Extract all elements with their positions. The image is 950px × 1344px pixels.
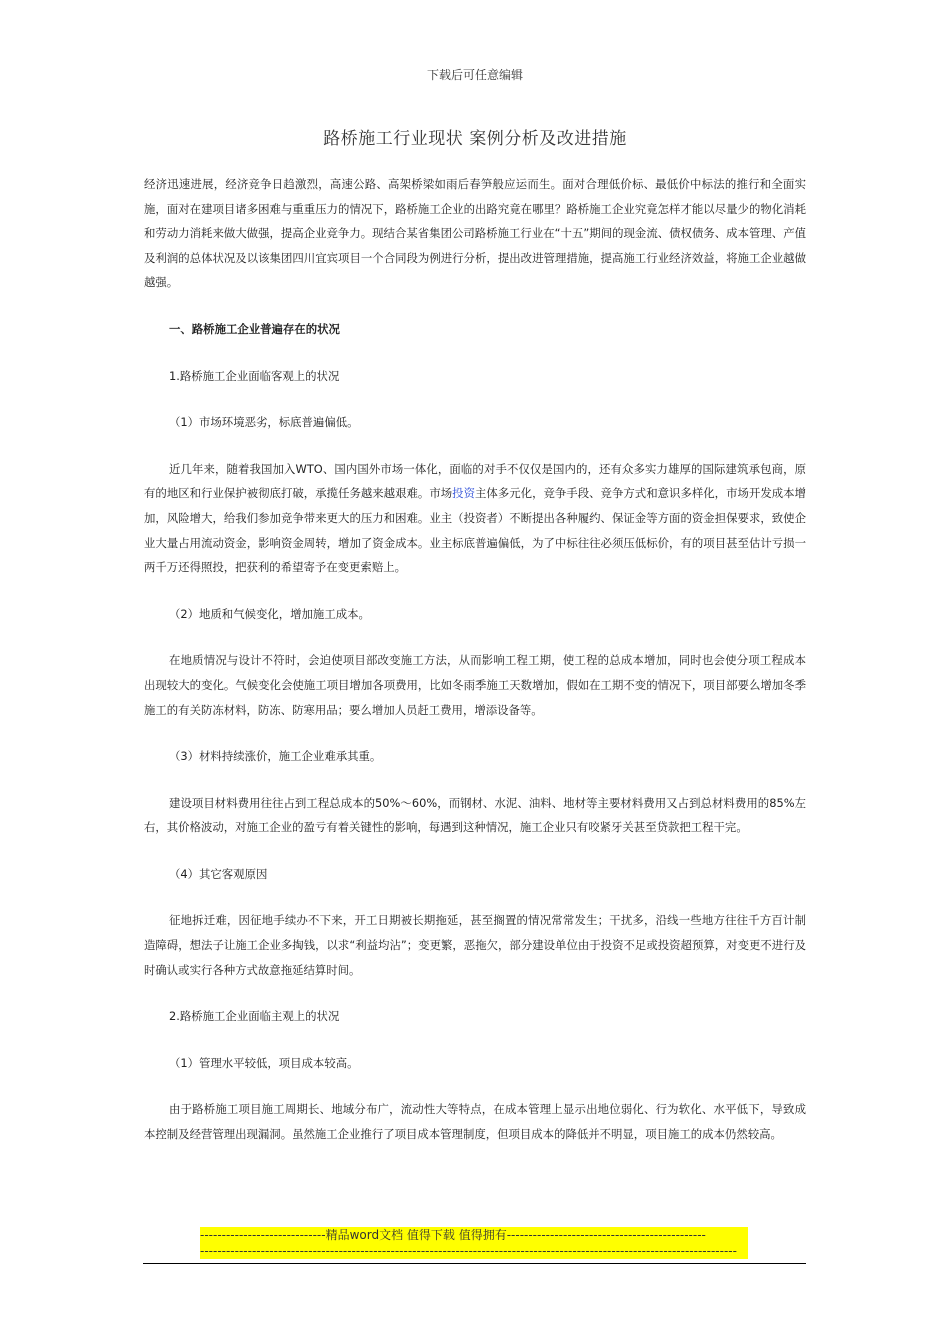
section-heading [144,317,806,342]
paragraph-text: 近几年来，随着我国加入WTO、国内国外市场一体化，面临的对手不仅仅是国内的，还有众多实力雄厚的国际建筑承包商，原有的地区和行业保护被彻底打破，承揽任务越来越艰难。市场 [144,461,806,501]
intro-paragraph: 经济迅速进展，经济竞争日趋激烈，高速公路、高架桥梁如雨后春笋般应运而生。面对合理低价标、最低价中标法的推行和全面实施，面对在建项目诸多困难与重重压力的情况下，路桥施工企业的出路究竟在哪里？路桥施工企业究竟怎样才能以尽量少的物化消耗和劳动力消耗来做大做强，提高企业竞争力。现结合某省集团公司路桥施工行业在“十五”期间的现金流、债权债务、成本管理、产值及利润的总体状况及以该集团四川宜宾项目一个合同段为例进行分析，提出改进管理措施，提高施工行业经济效益，将施工企业越做越强。 [144,177,806,290]
footer-divider [143,1263,806,1264]
banner-line: ---------------------------------------------------------------------------------------------------------------------------- [200,1244,737,1258]
body-paragraph: 建设项目材料费用往往占到工程总成本的50%～60%，而钢材、水泥、油料、地材等主要材料费用又占到总材料费用的85%左右，其价格波动，对施工企业的盈亏有着关键性的影响，每遇到这种情况，施工企业只有咬紧牙关甚至贷款把工程干完。 [144,795,806,835]
document-title: 路桥施工行业现状 案例分析及改进措施 [323,129,627,149]
subsection-heading: 2.路桥施工企业面临主观上的状况 [169,1009,340,1024]
list-item: （1）市场环境恶劣，标底普遍偏低。 [169,415,359,430]
footer-banner [200,1227,748,1259]
paragraph-text: 主体多元化，竞争手段、竞争方式和意识多样化，市场开发成本增加，风险增大，给我们参加竞争带来更大的压力和困难。业主（投资者）不断提出各种履约、保证金等方面的资金担保要求，致使企业大量占用流动资金，影响资金周转，增加了资金成本。业主标底普遍偏低，为了中标往往必须压低标价，有的项目甚至估计亏损一两千万还得照投，把获利的希望寄予在变更索赔上。 [144,486,806,575]
list-item: （2）地质和气候变化，增加施工成本。 [169,606,370,621]
subsection-heading: 1.路桥施工企业面临客观上的状况 [169,368,340,383]
document-body [144,172,806,1147]
investment-link[interactable]: 投资 [452,486,475,501]
body-paragraph: 征地拆迁难，因征地手续办不下来，开工日期被长期拖延，甚至搁置的情况常常发生；干扰多，沿线一些地方往往千方百计制造障碍，想法子让施工企业多掏钱，以求“利益均沾”；变更繁，恶拖欠，部分建设单位由于投资不足或投资超预算，对变更不进行及时确认或实行各种方式故意拖延结算时间。 [144,913,806,977]
section-heading-text: 一、路桥施工企业普遍存在的状况 [169,321,340,336]
body-paragraph: 由于路桥施工项目施工周期长、地域分布广，流动性大等特点，在成本管理上显示出地位弱化、行为软化、水平低下，导致成本控制及经营管理出现漏洞。虽然施工企业推行了项目成本管理制度，但项目成本的降低并不明显，项目施工的成本仍然较高。 [144,1102,806,1142]
banner-line: -----------------------------精品word文档 值得下载 值得拥有---------------------------------------------- [200,1228,706,1242]
list-item: （1）管理水平较低，项目成本较高。 [169,1055,359,1070]
body-paragraph [144,457,806,580]
body-paragraph: 在地质情况与设计不符时，会迫使项目部改变施工方法，从而影响工程工期，使工程的总成本增加，同时也会使分项工程成本出现较大的变化。气候变化会使施工项目增加各项费用，比如冬雨季施工天数增加，假如在工期不变的情况下，项目部要么增加冬季施工的有关防冻材料，防冻、防寒用品；要么增加人员赶工费用，增添设备等。 [144,653,806,717]
list-item: （4）其它客观原因 [169,866,268,881]
page-header: 下载后可任意编辑 [426,68,523,82]
list-item: （3）材料持续涨价，施工企业难承其重。 [169,749,382,764]
